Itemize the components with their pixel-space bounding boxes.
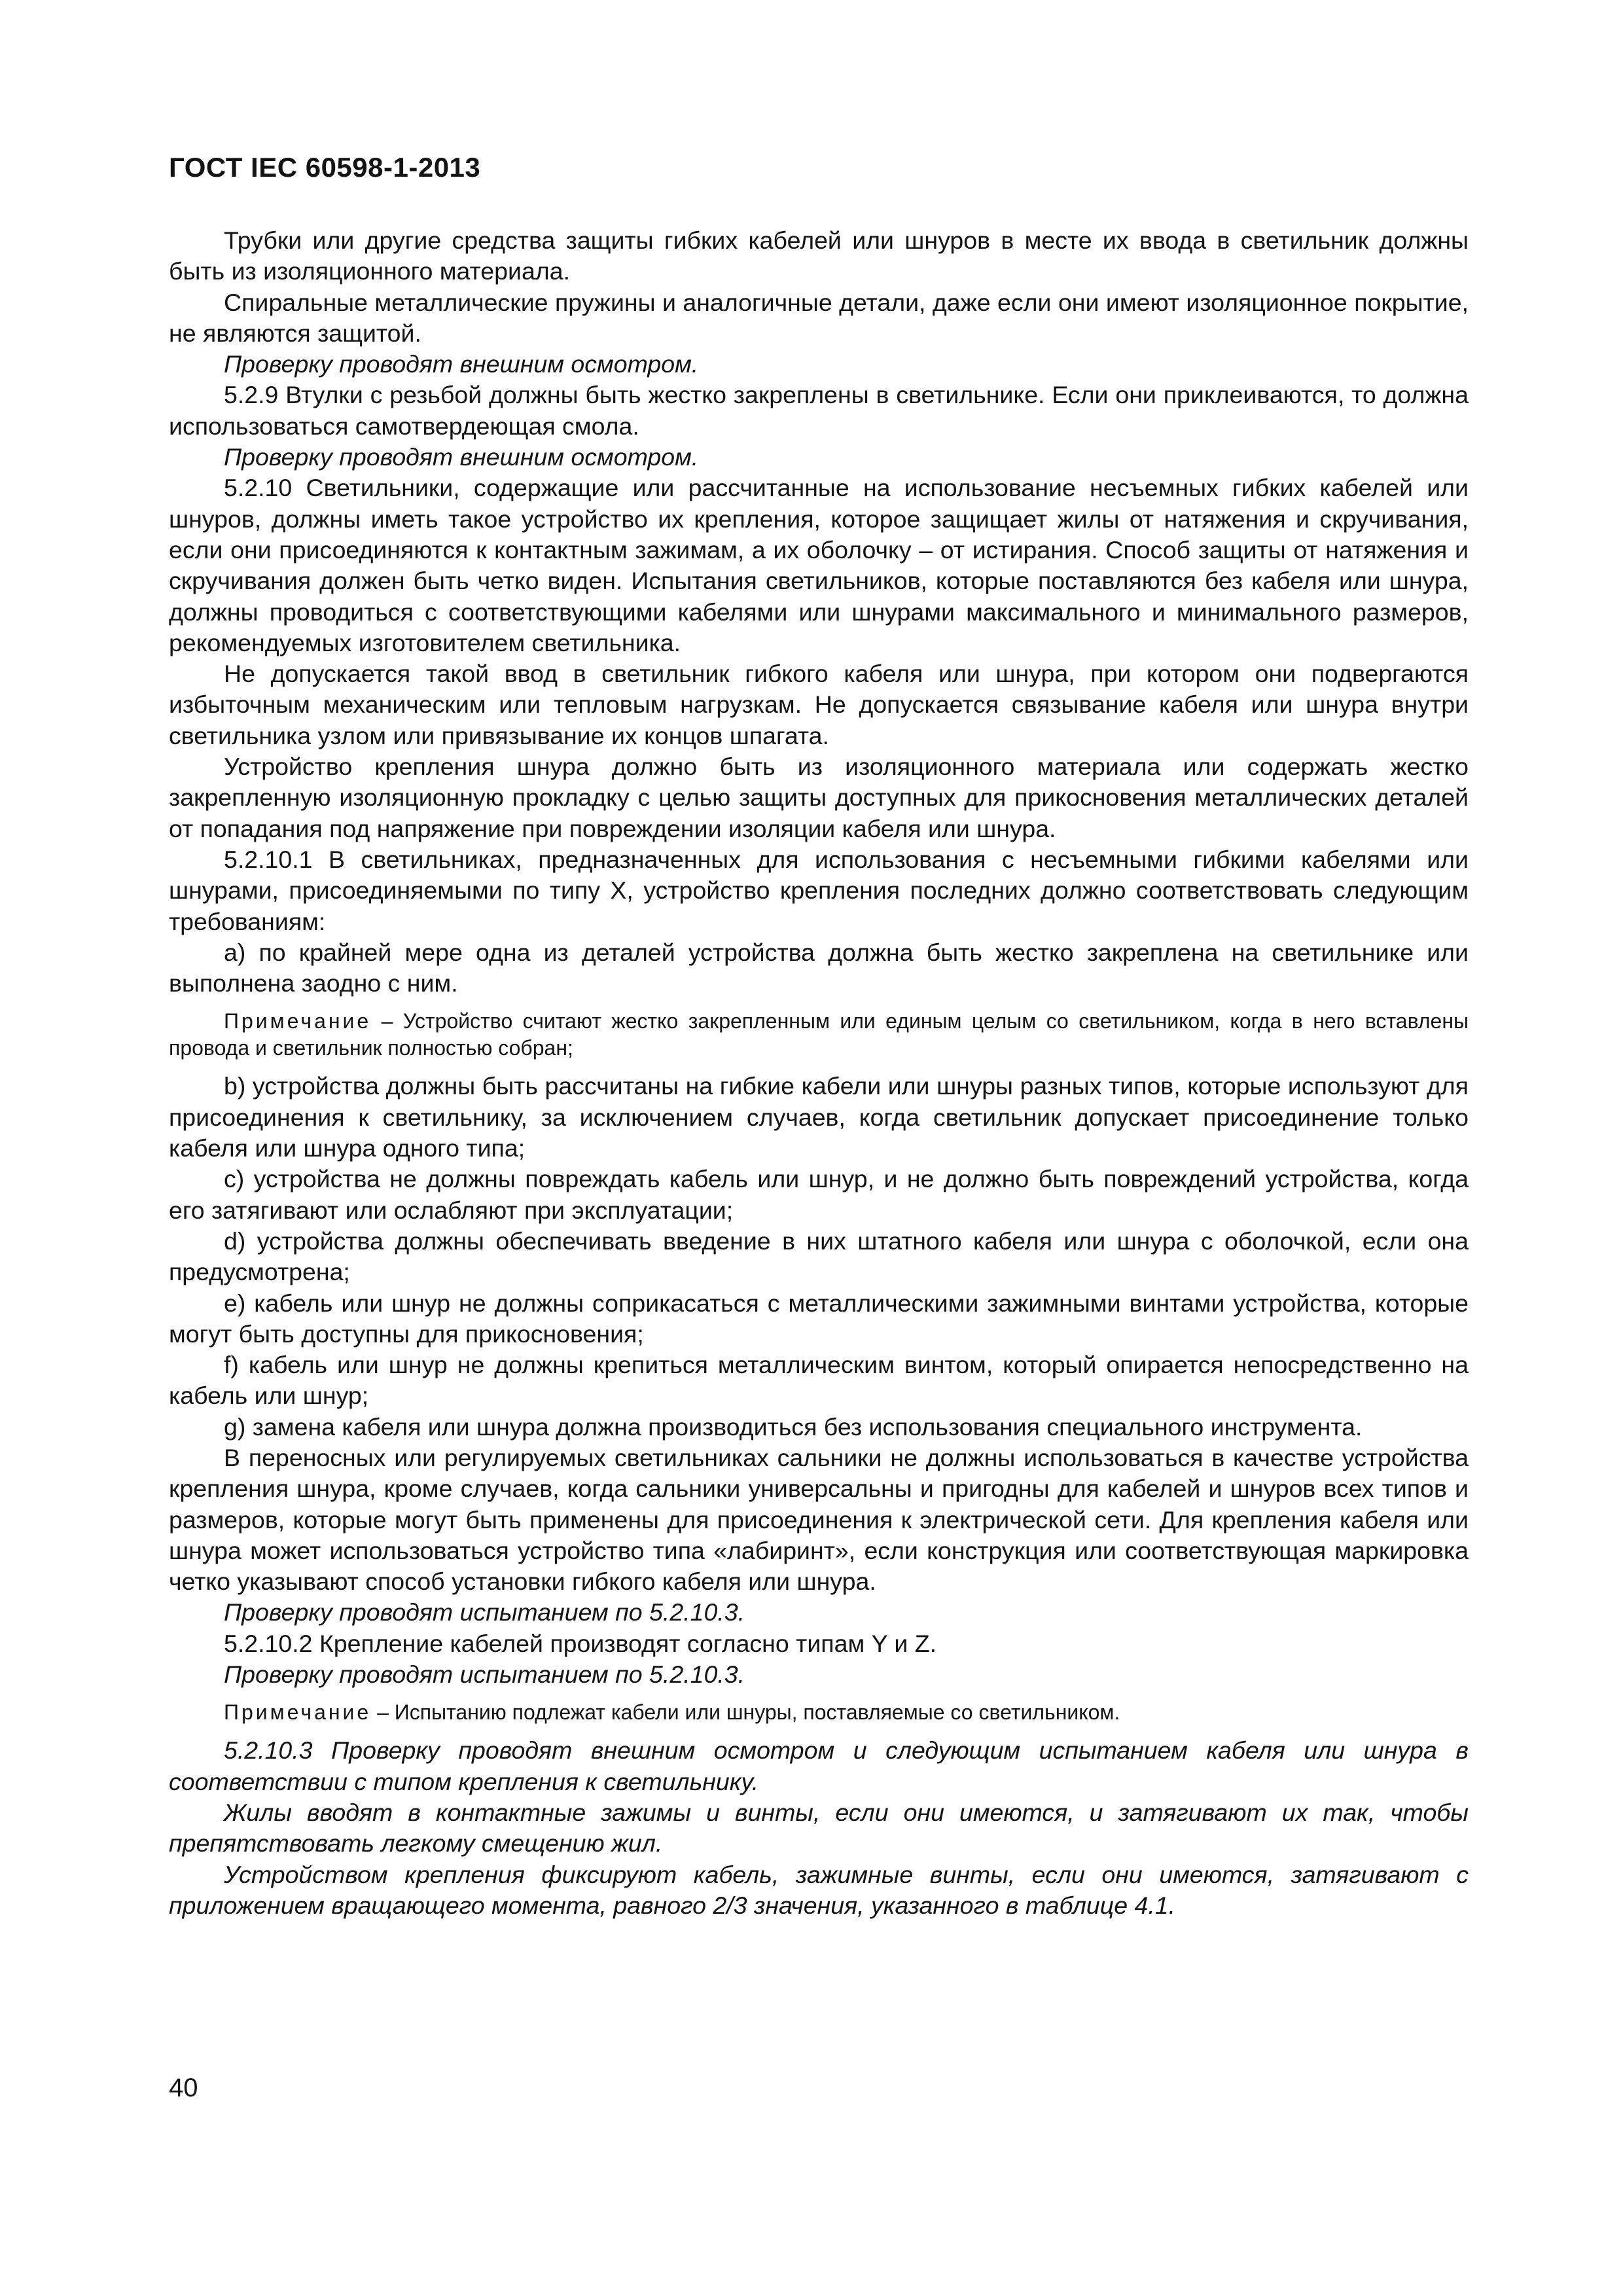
paragraph-5-2-10-2: 5.2.10.2 Крепление кабелей производят согласно типам Y и Z.: [224, 1629, 937, 1657]
list-item-f: f) кабель или шнур не должны крепиться металлическим винтом, который опирается непосредственно на кабель или шнур;: [169, 1351, 1469, 1410]
paragraph: Трубки или другие средства защиты гибких кабелей или шнуров в месте их ввода в светильник должны быть из изоляционного материала.: [169, 226, 1469, 285]
document-header: ГОСТ IEC 60598-1-2013: [169, 152, 481, 183]
paragraph-5-2-9: 5.2.9 Втулки с резьбой должны быть жестко закреплены в светильнике. Если они приклеиваются, то должна использоваться самотвердеющая смола.: [169, 381, 1469, 440]
note-text: – Испытанию подлежат кабели или шнуры, поставляемые со светильником.: [371, 1700, 1120, 1725]
list-item-g: g) замена кабеля или шнура должна производиться без использования специального инструмента.: [224, 1412, 1363, 1441]
page-number: 40: [169, 2073, 198, 2102]
paragraph: Спиральные металлические пружины и аналогичные детали, даже если они имеют изоляционное покрытие, не являются защитой.: [169, 288, 1469, 347]
check-paragraph: Проверку проводят внешним осмотром.: [224, 443, 699, 471]
list-item-d: d) устройства должны обеспечивать введение в них штатного кабеля или шнура с оболочкой, если она предусмотрена;: [169, 1227, 1469, 1286]
check-paragraph: Проверку проводят внешним осмотром.: [224, 350, 699, 378]
paragraph-5-2-10-1: 5.2.10.1 В светильниках, предназначенных для использования с несъемными гибкими кабелями или шнурами, присоединяемыми по типу X, устройство крепления последних должно соответствовать следующим требованиям:: [169, 845, 1469, 935]
paragraph: В переносных или регулируемых светильниках сальники не должны использоваться в качестве устройства крепления шнура, кроме случаев, когда сальники универсальны и пригодны для кабелей и шнуров всех типов и размеров, которые могут быть применены для присоединения к электрической сети. Для крепления кабеля или шнура может использоваться устройство типа «лабиринт», если конструкция или соответствующая маркировка четко указывают способ установки гибкого кабеля или шнура.: [169, 1443, 1469, 1596]
paragraph: Не допускается такой ввод в светильник гибкого кабеля или шнура, при котором они подвергаются избыточным механическим или тепловым нагрузкам. Не допускается связывание кабеля или шнура внутри светильника узлом или привязывание их концов шпагата.: [169, 660, 1469, 749]
document-body: [169, 225, 1469, 1921]
paragraph-5-2-10: 5.2.10 Светильники, содержащие или рассчитанные на использование несъемных гибких кабелей или шнуров, должны иметь такое устройство их крепления, которое защищает жилы от натяжения и скручивания, если они присоединяются к контактным зажимам, а их оболочку – от истирания. Способ защиты от натяжения и скручивания должен быть четко виден. Испытания светильников, которые поставляются без кабеля или шнура, должны проводиться с соответствующими кабелями или шнурами максимального и минимального размеров, рекомендуемых изготовителем светильника.: [169, 474, 1469, 656]
note-label: Примечание: [224, 1009, 372, 1033]
note: [169, 1008, 1469, 1062]
paragraph: Жилы вводят в контактные зажимы и винты, если они имеются, и затягивают их так, чтобы препятствовать легкому смещению жил.: [169, 1798, 1469, 1857]
list-item-a: a) по крайней мере одна из деталей устройства должна быть жестко закреплена на светильнике или выполнена заодно с ним.: [169, 938, 1469, 997]
list-item-e: e) кабель или шнур не должны соприкасаться с металлическими зажимными винтами устройства, которые могут быть доступны для прикосновения;: [169, 1289, 1469, 1348]
paragraph-5-2-10-3: 5.2.10.3 Проверку проводят внешним осмотром и следующим испытанием кабеля или шнура в соответствии с типом крепления к светильнику.: [169, 1736, 1469, 1795]
note-label: Примечание: [224, 1700, 372, 1725]
check-paragraph: Проверку проводят испытанием по 5.2.10.3.: [224, 1598, 745, 1626]
note: [169, 1699, 1469, 1726]
paragraph: Устройством крепления фиксируют кабель, зажимные винты, если они имеются, затягивают с приложением вращающего момента, равного 2/3 значения, указанного в таблице 4.1.: [169, 1860, 1469, 1919]
check-paragraph: Проверку проводят испытанием по 5.2.10.3.: [224, 1660, 745, 1689]
note-text: – Устройство считают жестко закрепленным или единым целым со светильником, когда в него вставлены провода и светильник полностью собран;: [169, 1009, 1469, 1060]
paragraph: Устройство крепления шнура должно быть из изоляционного материала или содержать жестко закрепленную изоляционную прокладку с целью защиты доступных для прикосновения металлических деталей от попадания под напряжение при повреждении изоляции кабеля или шнура.: [169, 753, 1469, 842]
list-item-c: c) устройства не должны повреждать кабель или шнур, и не должно быть повреждений устройства, когда его затягивают или ослабляют при эксплуатации;: [169, 1165, 1469, 1224]
list-item-b: b) устройства должны быть рассчитаны на гибкие кабели или шнуры разных типов, которые используют для присоединения к светильнику, за исключением случаев, когда светильник допускает присоединение только кабеля или шнура одного типа;: [169, 1072, 1469, 1162]
